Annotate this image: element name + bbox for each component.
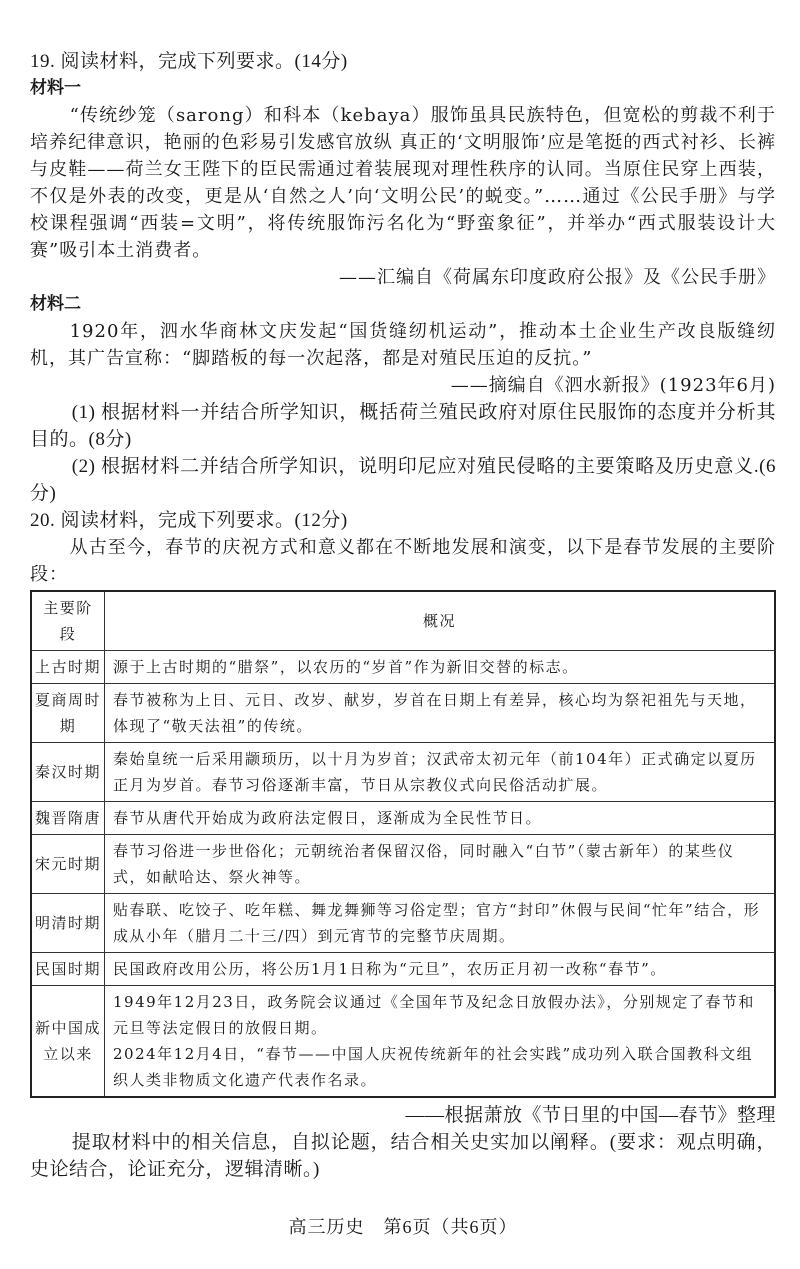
table-header-row — [31, 591, 775, 651]
desc-cell: 贴春联、吃饺子、吃年糕、舞龙舞狮等习俗定型；官方“封印”休假与民间“忙年”结合，形成从小年（腊月二十三/四）到元宵节的完整节庆周期。 — [105, 894, 776, 953]
stage-cell: 民国时期 — [31, 953, 105, 986]
stage-cell: 新中国成立以来 — [31, 986, 105, 1098]
sub-question-1: (1) 根据材料一并结合所学知识，概括荷兰殖民政府对原住民服饰的态度并分析其目的。(8分) — [30, 402, 776, 450]
material-1-text: “传统纱笼（sarong）和科本（kebaya）服饰虽具民族特色，但宽松的剪裁不利于培养纪律意识，艳丽的色彩易引发感官放纵 真正的‘文明服饰’应是笔挺的西式衬衫、长裤与皮鞋——荷兰女王陛下的臣民需通过着装展现对理性秩序的认同。当原住民穿上西装，不仅是外表的改变，更是从‘自然之人’向‘文明公民’的蜕变。”……通过《公民手册》与学校课程强调“西装=文明”，将传统服饰污名化为“野蛮象征”，并举办“西式服装设计大赛”吸引本土消费者。 — [30, 105, 776, 261]
table-row — [31, 986, 775, 1098]
stage-cell: 明清时期 — [31, 894, 105, 953]
table-row — [31, 684, 775, 743]
desc-paragraph: 1949年12月23日，政务院会议通过《全国年节及纪念日放假办法》，分别规定了春节和元旦等法定假日的放假日期。 — [113, 993, 755, 1037]
stage-cell: 夏商周时期 — [31, 684, 105, 743]
material-2-label: 材料二 — [30, 294, 81, 314]
table-row — [31, 894, 775, 953]
header-overview: 概况 — [105, 591, 776, 651]
stage-cell: 魏晋隋唐 — [31, 802, 105, 835]
material-2-source: ——摘编自《泗水新报》(1923年6月) — [450, 375, 776, 396]
stage-cell: 秦汉时期 — [31, 743, 105, 802]
material-2-text: 1920年，泗水华商林文庆发起“国货缝纫机运动”，推动本土企业生产改良版缝纫机，其广告宣称：“脚踏板的每一次起落，都是对殖民压迫的反抗。” — [30, 321, 776, 369]
table-row — [31, 835, 775, 894]
question-20-title: 20. 阅读材料，完成下列要求。(12分) — [30, 510, 348, 531]
desc-cell: 源于上古时期的“腊祭”，以农历的“岁首”作为新旧交替的标志。 — [105, 651, 776, 684]
table-row — [31, 651, 775, 684]
sub-question-2: (2) 根据材料二并结合所学知识，说明印尼应对殖民侵略的主要策略及历史意义.(6分) — [30, 456, 776, 504]
question-19-title: 19. 阅读材料，完成下列要求。(14分) — [30, 51, 348, 72]
page-footer: 高三历史 第6页（共6页） — [288, 1217, 518, 1237]
stage-cell: 上古时期 — [31, 651, 105, 684]
question-20-task: 提取材料中的相关信息，自拟论题，结合相关史实加以阐释。(要求：观点明确，史论结合，论证充分，逻辑清晰。) — [30, 1132, 776, 1180]
table-row — [31, 743, 775, 802]
desc-cell: 秦始皇统一后采用颛顼历，以十月为岁首；汉武帝太初元年（前104年）正式确定以夏历正月为岁首。春节习俗逐渐丰富，节日从宗教仪式向民俗活动扩展。 — [105, 743, 776, 802]
table-row — [31, 802, 775, 835]
desc-cell — [105, 986, 776, 1098]
desc-paragraph: 2024年12月4日，“春节——中国人庆祝传统新年的社会实践”成功列入联合国教科文组织人类非物质文化遗产代表作名录。 — [113, 1045, 754, 1089]
desc-cell: 民国政府改用公历，将公历1月1日称为“元旦”，农历正月初一改称“春节”。 — [105, 953, 776, 986]
header-stage: 主要阶段 — [31, 591, 105, 651]
question-20-source: ——根据萧放《节日里的中国—春节》整理 — [405, 1105, 776, 1126]
table-row — [31, 953, 775, 986]
material-1-source: ——汇编自《荷属东印度政府公报》及《公民手册》 — [339, 267, 776, 288]
material-1-label: 材料一 — [30, 78, 81, 98]
desc-cell: 春节被称为上日、元日、改岁、献岁，岁首在日期上有差异，核心均为祭祀祖先与天地，体现了“敬天法祖”的传统。 — [105, 684, 776, 743]
desc-cell: 春节习俗进一步世俗化；元朝统治者保留汉俗，同时融入“白节”（蒙古新年）的某些仪式，如献哈达、祭火神等。 — [105, 835, 776, 894]
spring-festival-table — [30, 590, 776, 1098]
stage-cell: 宋元时期 — [31, 835, 105, 894]
desc-cell: 春节从唐代开始成为政府法定假日，逐渐成为全民性节日。 — [105, 802, 776, 835]
question-20-intro: 从古至今，春节的庆祝方式和意义都在不断地发展和演变，以下是春节发展的主要阶段： — [30, 537, 776, 585]
